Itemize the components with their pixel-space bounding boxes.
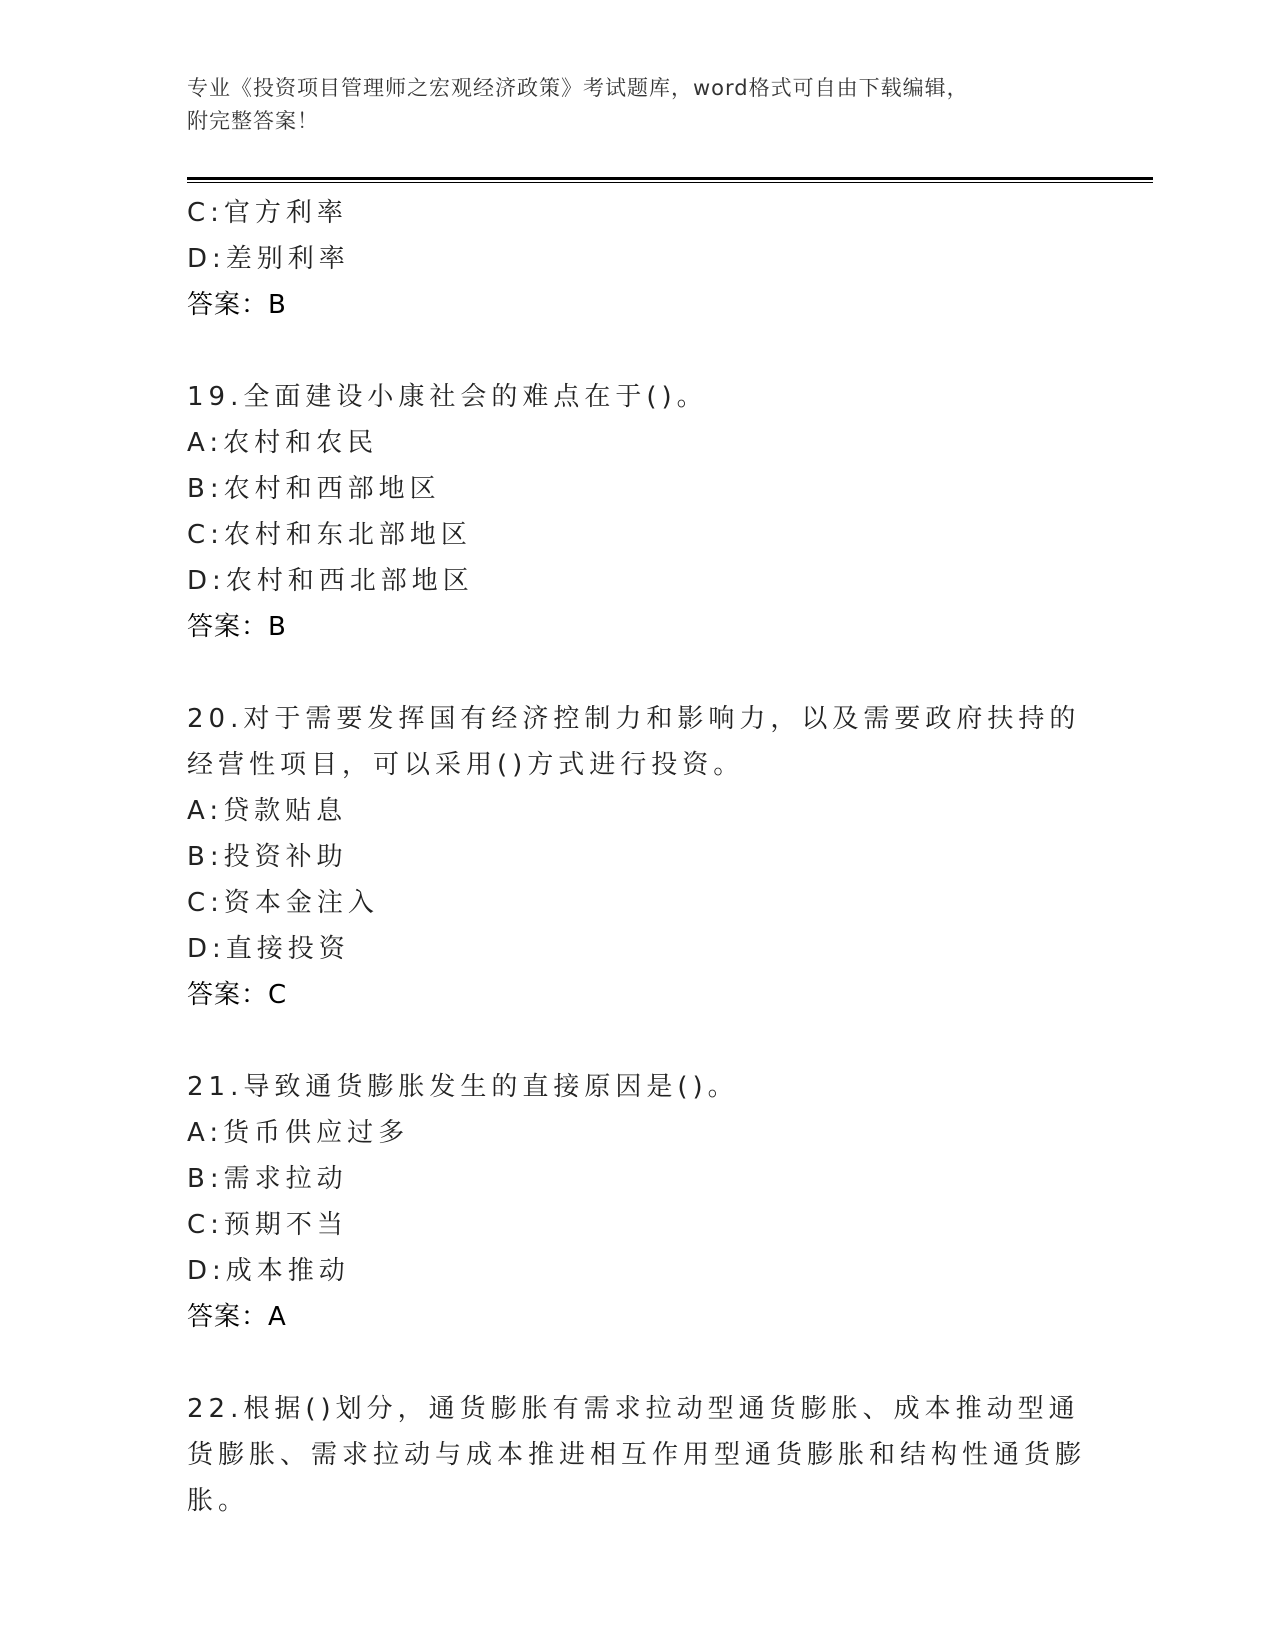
option-c: C:预期不当 <box>187 1210 348 1240</box>
answer-line: 答案：A <box>187 1302 287 1332</box>
document-body <box>187 190 1087 1524</box>
option-c: C:官方利率 <box>187 198 348 228</box>
question-block-20 <box>187 696 1087 1018</box>
question-block-22 <box>187 1386 1087 1524</box>
option-b: B:需求拉动 <box>187 1164 348 1194</box>
option-a: A:贷款贴息 <box>187 796 348 826</box>
option-d: D:直接投资 <box>187 934 350 964</box>
option-b: B:农村和西部地区 <box>187 474 441 504</box>
question-block-21 <box>187 1064 1087 1340</box>
question-block-18 <box>187 190 1087 328</box>
document-header <box>187 72 1087 138</box>
header-line-1: 专业《投资项目管理师之宏观经济政策》考试题库，word格式可自由下载编辑， <box>187 76 969 100</box>
answer-line: 答案：C <box>187 980 288 1010</box>
header-line-2: 附完整答案！ <box>187 109 319 133</box>
answer-line: 答案：B <box>187 290 287 320</box>
option-c: C:资本金注入 <box>187 888 379 918</box>
option-d: D:农村和西北部地区 <box>187 566 474 596</box>
question-text: 19.全面建设小康社会的难点在于()。 <box>187 382 708 412</box>
option-a: A:货币供应过多 <box>187 1118 410 1148</box>
option-d: D:成本推动 <box>187 1256 350 1286</box>
question-block-19 <box>187 374 1087 650</box>
option-d: D:差别利率 <box>187 244 350 274</box>
question-text: 20.对于需要发挥国有经济控制力和影响力，以及需要政府扶持的经营性项目，可以采用()方式进行投资。 <box>187 704 1081 780</box>
question-text: 21.导致通货膨胀发生的直接原因是()。 <box>187 1072 739 1102</box>
option-a: A:农村和农民 <box>187 428 379 458</box>
question-text: 22.根据()划分，通货膨胀有需求拉动型通货膨胀、成本推动型通货膨胀、需求拉动与成本推进相互作用型通货膨胀和结构性通货膨胀。 <box>187 1394 1087 1516</box>
header-divider-thick <box>187 177 1153 180</box>
answer-line: 答案：B <box>187 612 287 642</box>
option-c: C:农村和东北部地区 <box>187 520 472 550</box>
header-divider-thin <box>187 182 1153 183</box>
option-b: B:投资补助 <box>187 842 348 872</box>
